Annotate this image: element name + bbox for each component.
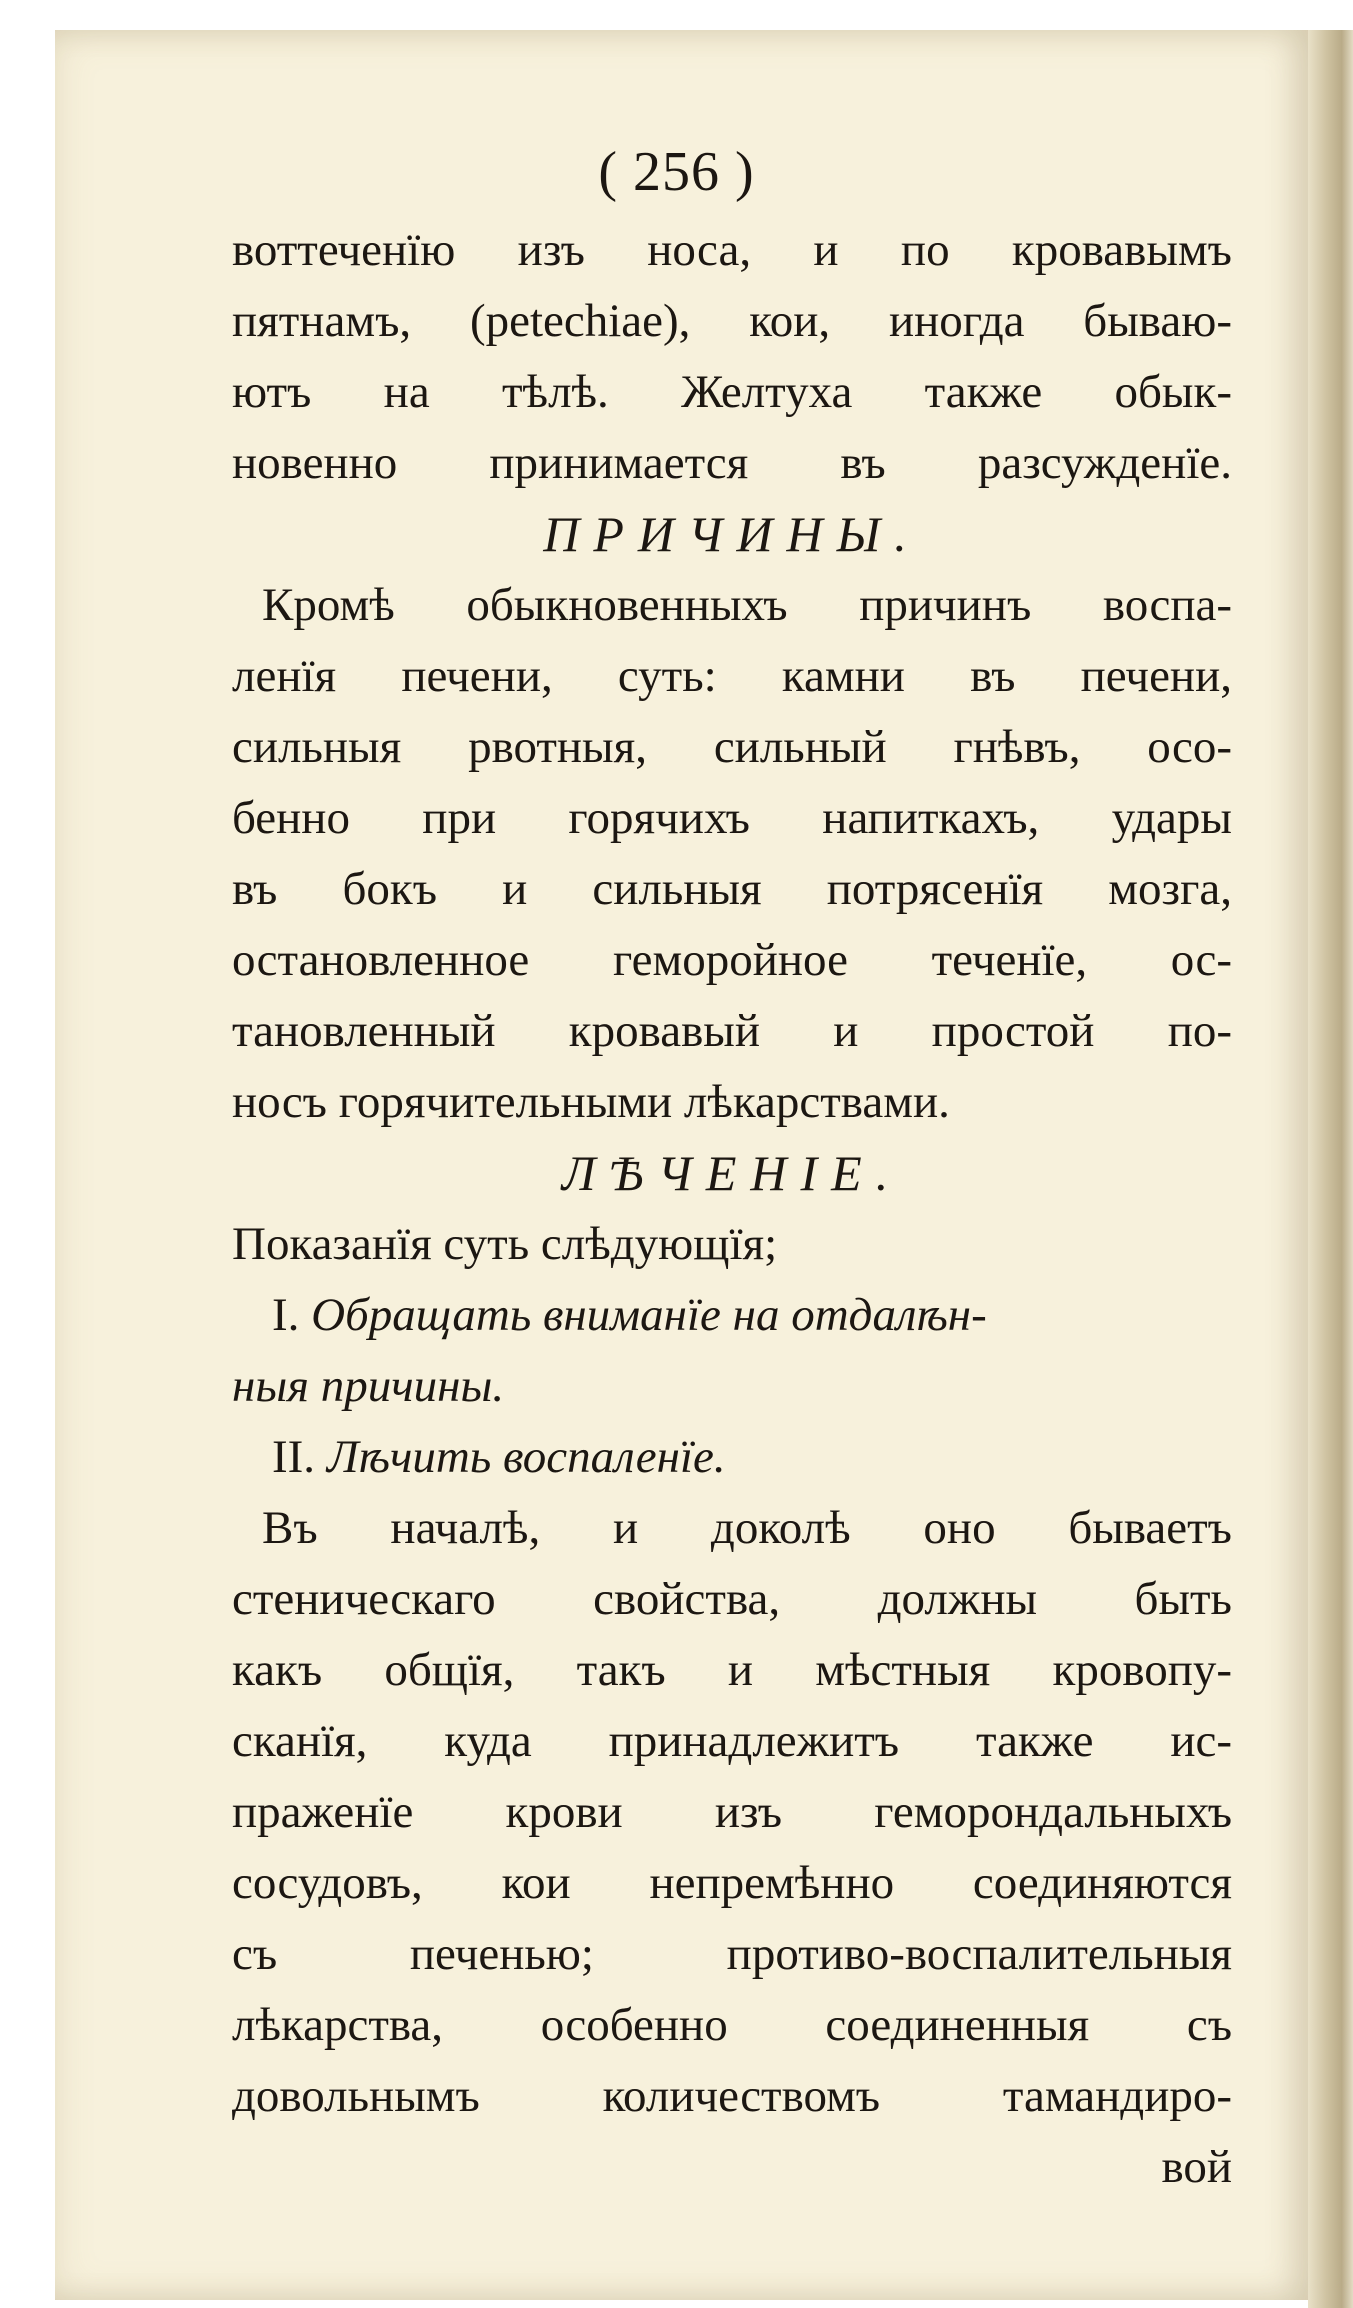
text-line: сканїя, куда принадлежитъ также ис- (232, 1715, 1232, 1767)
list-item-1 (232, 1280, 1232, 1351)
page-number: ( 256 ) (598, 141, 755, 203)
text-line: довольнымъ количествомъ тамандиро- (232, 2070, 1232, 2122)
text-line: бенно при горячихъ напиткахъ, удары (232, 792, 1232, 844)
text-line: въ бокъ и сильныя потрясенїя мозга, (232, 863, 1232, 915)
text-line: ютъ на тѣлѣ. Желтуха также обык- (232, 366, 1232, 418)
list-item-2-number: II. (272, 1431, 316, 1483)
section-heading-treatment: ЛѢЧЕНIЕ. (561, 1145, 903, 1201)
text-line: новенно принимается въ разсужденїе. (232, 437, 1232, 489)
list-item-2-text: Лѣчить воспаленїе. (326, 1431, 726, 1483)
list-item-1-number: I. (272, 1289, 300, 1341)
text-line: Въ началѣ, и доколѣ оно бываетъ (262, 1502, 1232, 1554)
text-line: праженїе крови изъ геморондальныхъ (232, 1786, 1232, 1838)
book-spine-edge (1308, 30, 1353, 2308)
text-line: какъ общїя, такъ и мѣстныя кровопу- (232, 1644, 1232, 1696)
text-line: съ печенью; противо-воспалительныя (232, 1928, 1232, 1980)
text-line: воттеченїю изъ носа, и по кровавымъ (232, 224, 1232, 276)
text-line: пятнамъ, (petechiae), кои, иногда бываю- (232, 295, 1232, 347)
page-text (232, 215, 1232, 2203)
section-heading-causes: ПРИЧИНЫ. (543, 506, 921, 562)
indications-line: Показанїя суть слѣдующїя; (232, 1218, 778, 1270)
list-item-1-continuation: ныя причины. (232, 1360, 505, 1412)
text-line: сосудовъ, кои непремѣнно соединяются (232, 1857, 1232, 1909)
text-line: остановленное геморойное теченїе, ос- (232, 934, 1232, 986)
text-line: ленїя печени, суть: камни въ печени, (232, 650, 1232, 702)
catchword: вой (1161, 2141, 1232, 2193)
text-line: стеническаго свойства, должны быть (232, 1573, 1232, 1625)
text-line: лѣкарства, особенно соединенныя съ (232, 1999, 1232, 2051)
text-line: Кромѣ обыкновенныхъ причинъ воспа- (262, 579, 1232, 631)
text-line: тановленный кровавый и простой по- (232, 1005, 1232, 1057)
list-item-1-text: Обращать вниманїе на отдалѣн- (311, 1289, 987, 1341)
text-line: носъ горячительными лѣкарствами. (232, 1076, 950, 1128)
list-item-2 (232, 1422, 1232, 1493)
text-line: сильныя рвотныя, сильный гнѣвъ, осо- (232, 721, 1232, 773)
